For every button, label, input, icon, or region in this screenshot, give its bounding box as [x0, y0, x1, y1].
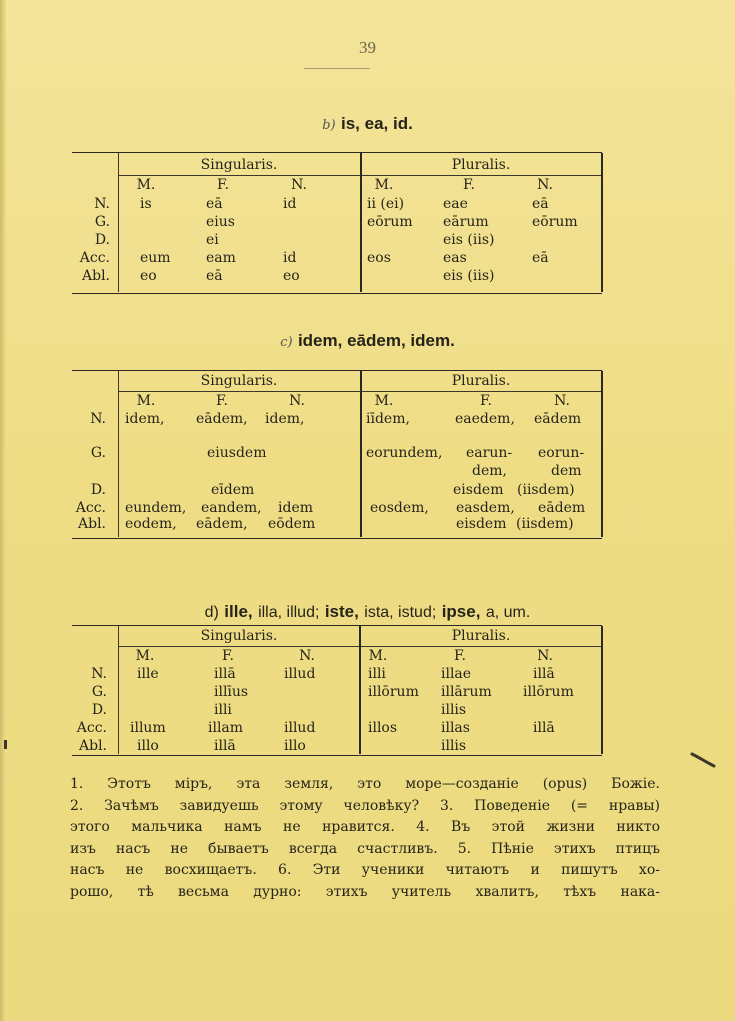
- table-d-case: D.: [91, 702, 107, 718]
- section-d-ipse: ipse,: [441, 602, 481, 621]
- table-b-cell: ii (ei): [367, 196, 405, 212]
- table-d-cell: illōrum: [523, 684, 574, 700]
- table-c-case: D.: [90, 482, 106, 498]
- table-d-cell: illā: [533, 720, 555, 736]
- table-c-cell: eōdem: [268, 516, 316, 532]
- table-d-cell: illārum: [441, 684, 492, 700]
- table-c-cell: dem: [551, 463, 582, 479]
- table-b-cell: eas: [443, 250, 467, 266]
- table-c-cell: (iisdem): [516, 516, 574, 532]
- table-d-cell: illas: [441, 720, 470, 736]
- table-c-cell: idem: [278, 500, 313, 516]
- page-number: 39: [359, 38, 376, 57]
- table-c-gender: F.: [480, 393, 492, 409]
- table-b-case-divider: [118, 153, 119, 292]
- table-b-cell: eārum: [443, 214, 489, 230]
- table-c-cell: eādem: [534, 411, 582, 427]
- table-c-cell: earun-: [466, 445, 513, 461]
- table-b-cell: is: [140, 196, 152, 212]
- table-b-cell: id: [283, 250, 297, 266]
- table-c-cell: easdem,: [456, 500, 515, 516]
- section-b-heading: [0, 114, 735, 134]
- table-c-cell: eādem,: [196, 411, 248, 427]
- table-c-cell: eorun-: [538, 445, 585, 461]
- table-c-cell: eosdem,: [370, 500, 429, 516]
- table-b-cell: eae: [443, 196, 468, 212]
- table-c-cell: eisdem: [456, 516, 507, 532]
- table-d-gender: F.: [222, 648, 234, 664]
- table-d-gender: M.: [368, 648, 388, 664]
- table-d-cell: illae: [441, 666, 472, 682]
- table-c-gender: F.: [216, 393, 228, 409]
- table-d-cell: illis: [441, 738, 467, 754]
- table-c-cell: eiusdem: [207, 445, 267, 461]
- table-d-gender: N.: [537, 648, 553, 664]
- table-b-case: D.: [94, 232, 110, 248]
- table-d-singular-header: Singularis.: [200, 628, 278, 644]
- section-d-heading: [0, 602, 735, 622]
- table-c-gender: M.: [374, 393, 394, 409]
- table-c-cell: eādem,: [196, 516, 248, 532]
- table-d-case: Acc.: [76, 720, 107, 736]
- table-c-plural-header: Pluralis.: [451, 373, 511, 389]
- table-c-cell: eaedem,: [455, 411, 515, 427]
- table-b-case: Acc.: [79, 250, 110, 266]
- exercise-line: изъ насъ не бываетъ всегда счастливъ. 5. Пѣніе этихъ птицъ: [70, 840, 660, 857]
- table-c-cell: eorundem,: [366, 445, 443, 461]
- table-b-gender: N.: [291, 177, 307, 193]
- exercise-paragraph: [70, 774, 660, 903]
- margin-ink-dot: [2, 738, 10, 752]
- section-d-ille: ille,: [224, 602, 253, 621]
- table-d-cell: illis: [441, 702, 467, 718]
- table-c-case-divider: [118, 371, 119, 537]
- table-d-case: Abl.: [79, 738, 107, 754]
- exercise-line: рошо, тѣ весьма дурно: этихъ учитель хвалитъ, тѣхъ нака-: [70, 883, 660, 900]
- table-c-cell: eīdem: [211, 482, 255, 498]
- exercise-line: этого мальчика намъ не нравится. 4. Въ этой жизни никто: [70, 819, 660, 835]
- table-d-case-divider: [118, 626, 119, 754]
- table-c-right-border: [601, 371, 603, 537]
- table-d-gender: N.: [299, 648, 315, 664]
- table-b-cell: eōrum: [532, 214, 578, 230]
- table-b-cell: eis (iis): [443, 232, 495, 248]
- table-d-cell: illōrum: [368, 684, 419, 700]
- table-d-number-divider: [359, 626, 361, 754]
- table-c-gender: N.: [289, 393, 305, 409]
- table-b-case: G.: [94, 214, 110, 230]
- table-b-cell: ei: [206, 232, 219, 248]
- table-b-cell: eā: [206, 268, 223, 284]
- section-d-ipse-forms: a, um.: [485, 604, 531, 621]
- table-c-cell: eundem,: [125, 500, 187, 516]
- section-c-heading: [0, 331, 735, 351]
- table-b-gender: N.: [537, 177, 553, 193]
- table-b-cell: eā: [532, 250, 549, 266]
- table-c-cell: idem,: [125, 411, 165, 427]
- table-d-gender: M.: [135, 648, 155, 664]
- section-d-letter: d): [204, 604, 219, 621]
- table-c-case: N.: [90, 411, 106, 427]
- table-b-cell: eā: [532, 196, 549, 212]
- table-b-right-border: [601, 153, 603, 292]
- table-b-cell: eius: [206, 214, 235, 230]
- table-c-gender: N.: [554, 393, 570, 409]
- table-d-case: G.: [91, 684, 107, 700]
- table-b-gender: F.: [463, 177, 475, 193]
- section-b-words: is, ea, id.: [341, 114, 413, 133]
- table-b-cell: eos: [367, 250, 391, 266]
- exercise-line: 1. Этотъ міръ, эта земля, это море—созданіе (opus) Божіе.: [70, 776, 660, 792]
- section-d-ille-forms: illa, illud;: [258, 604, 320, 621]
- table-d-cell: illud: [284, 666, 316, 682]
- table-c-number-divider: [360, 371, 362, 537]
- page-number-rule: [304, 68, 370, 69]
- table-d-cell: illā: [214, 738, 236, 754]
- table-d-right-border: [601, 626, 603, 754]
- table-c-cell: idem,: [265, 411, 305, 427]
- table-b-cell: eis (iis): [443, 268, 495, 284]
- table-c-gender: M.: [136, 393, 156, 409]
- table-b-cell: eo: [283, 268, 300, 284]
- table-c-cell: (iisdem): [517, 482, 575, 498]
- table-c-case: G.: [90, 445, 106, 461]
- table-b-case: N.: [94, 196, 110, 212]
- table-b-cell: eam: [206, 250, 236, 266]
- table-b-singular-header: Singularis.: [200, 157, 278, 173]
- table-b-cell: eōrum: [367, 214, 413, 230]
- table-c-cell: dem,: [472, 463, 507, 479]
- table-c-cell: eisdem: [453, 482, 504, 498]
- table-d-plural-header: Pluralis.: [451, 628, 511, 644]
- table-b-plural-header: Pluralis.: [451, 157, 511, 173]
- section-d-iste: iste,: [324, 602, 359, 621]
- table-b-gender: M.: [374, 177, 394, 193]
- section-c-letter: c): [280, 335, 293, 350]
- table-d-cell: illi: [368, 666, 386, 682]
- table-d-cell: illos: [368, 720, 398, 736]
- table-b-case: Abl.: [82, 268, 110, 284]
- table-c-cell: eodem,: [125, 516, 177, 532]
- table-d-gender: F.: [454, 648, 466, 664]
- table-d-cell: illo: [137, 738, 159, 754]
- table-b-cell: eum: [140, 250, 171, 266]
- table-d-cell: illam: [208, 720, 244, 736]
- table-c-case: Abl.: [78, 516, 106, 532]
- exercise-line: 2. Зачѣмъ завидуешь этому человѣку? 3. Поведеніе (= нравы): [70, 797, 660, 814]
- table-c-cell: eandem,: [201, 500, 262, 516]
- table-d-cell: illud: [284, 720, 316, 736]
- table-c-case: Acc.: [75, 500, 106, 516]
- table-d-cell: illā: [533, 666, 555, 682]
- table-b-cell: eā: [206, 196, 223, 212]
- exercise-line: насъ не восхищаетъ. 6. Эти ученики читаютъ и пишутъ хо-: [70, 862, 660, 878]
- table-d-cell: ille: [137, 666, 159, 682]
- table-d-cell: illi: [214, 702, 232, 718]
- table-d-case: N.: [91, 666, 107, 682]
- table-b-cell: eo: [140, 268, 157, 284]
- table-c-singular-header: Singularis.: [200, 373, 278, 389]
- table-c-cell: iīdem,: [366, 411, 410, 427]
- section-c-words: idem, eādem, idem.: [297, 331, 455, 350]
- table-d-cell: illum: [130, 720, 166, 736]
- section-b-letter: b): [322, 118, 336, 133]
- table-d-cell: illo: [284, 738, 306, 754]
- section-d-iste-forms: ista, istud;: [364, 604, 437, 621]
- margin-ink-mark: [690, 748, 718, 772]
- table-d-cell: illīus: [214, 684, 249, 700]
- table-b-gender: M.: [136, 177, 156, 193]
- table-b-cell: id: [283, 196, 297, 212]
- table-b-number-divider: [360, 153, 362, 292]
- table-d-cell: illā: [214, 666, 236, 682]
- table-b-gender: F.: [217, 177, 229, 193]
- table-c-cell: eādem: [538, 500, 586, 516]
